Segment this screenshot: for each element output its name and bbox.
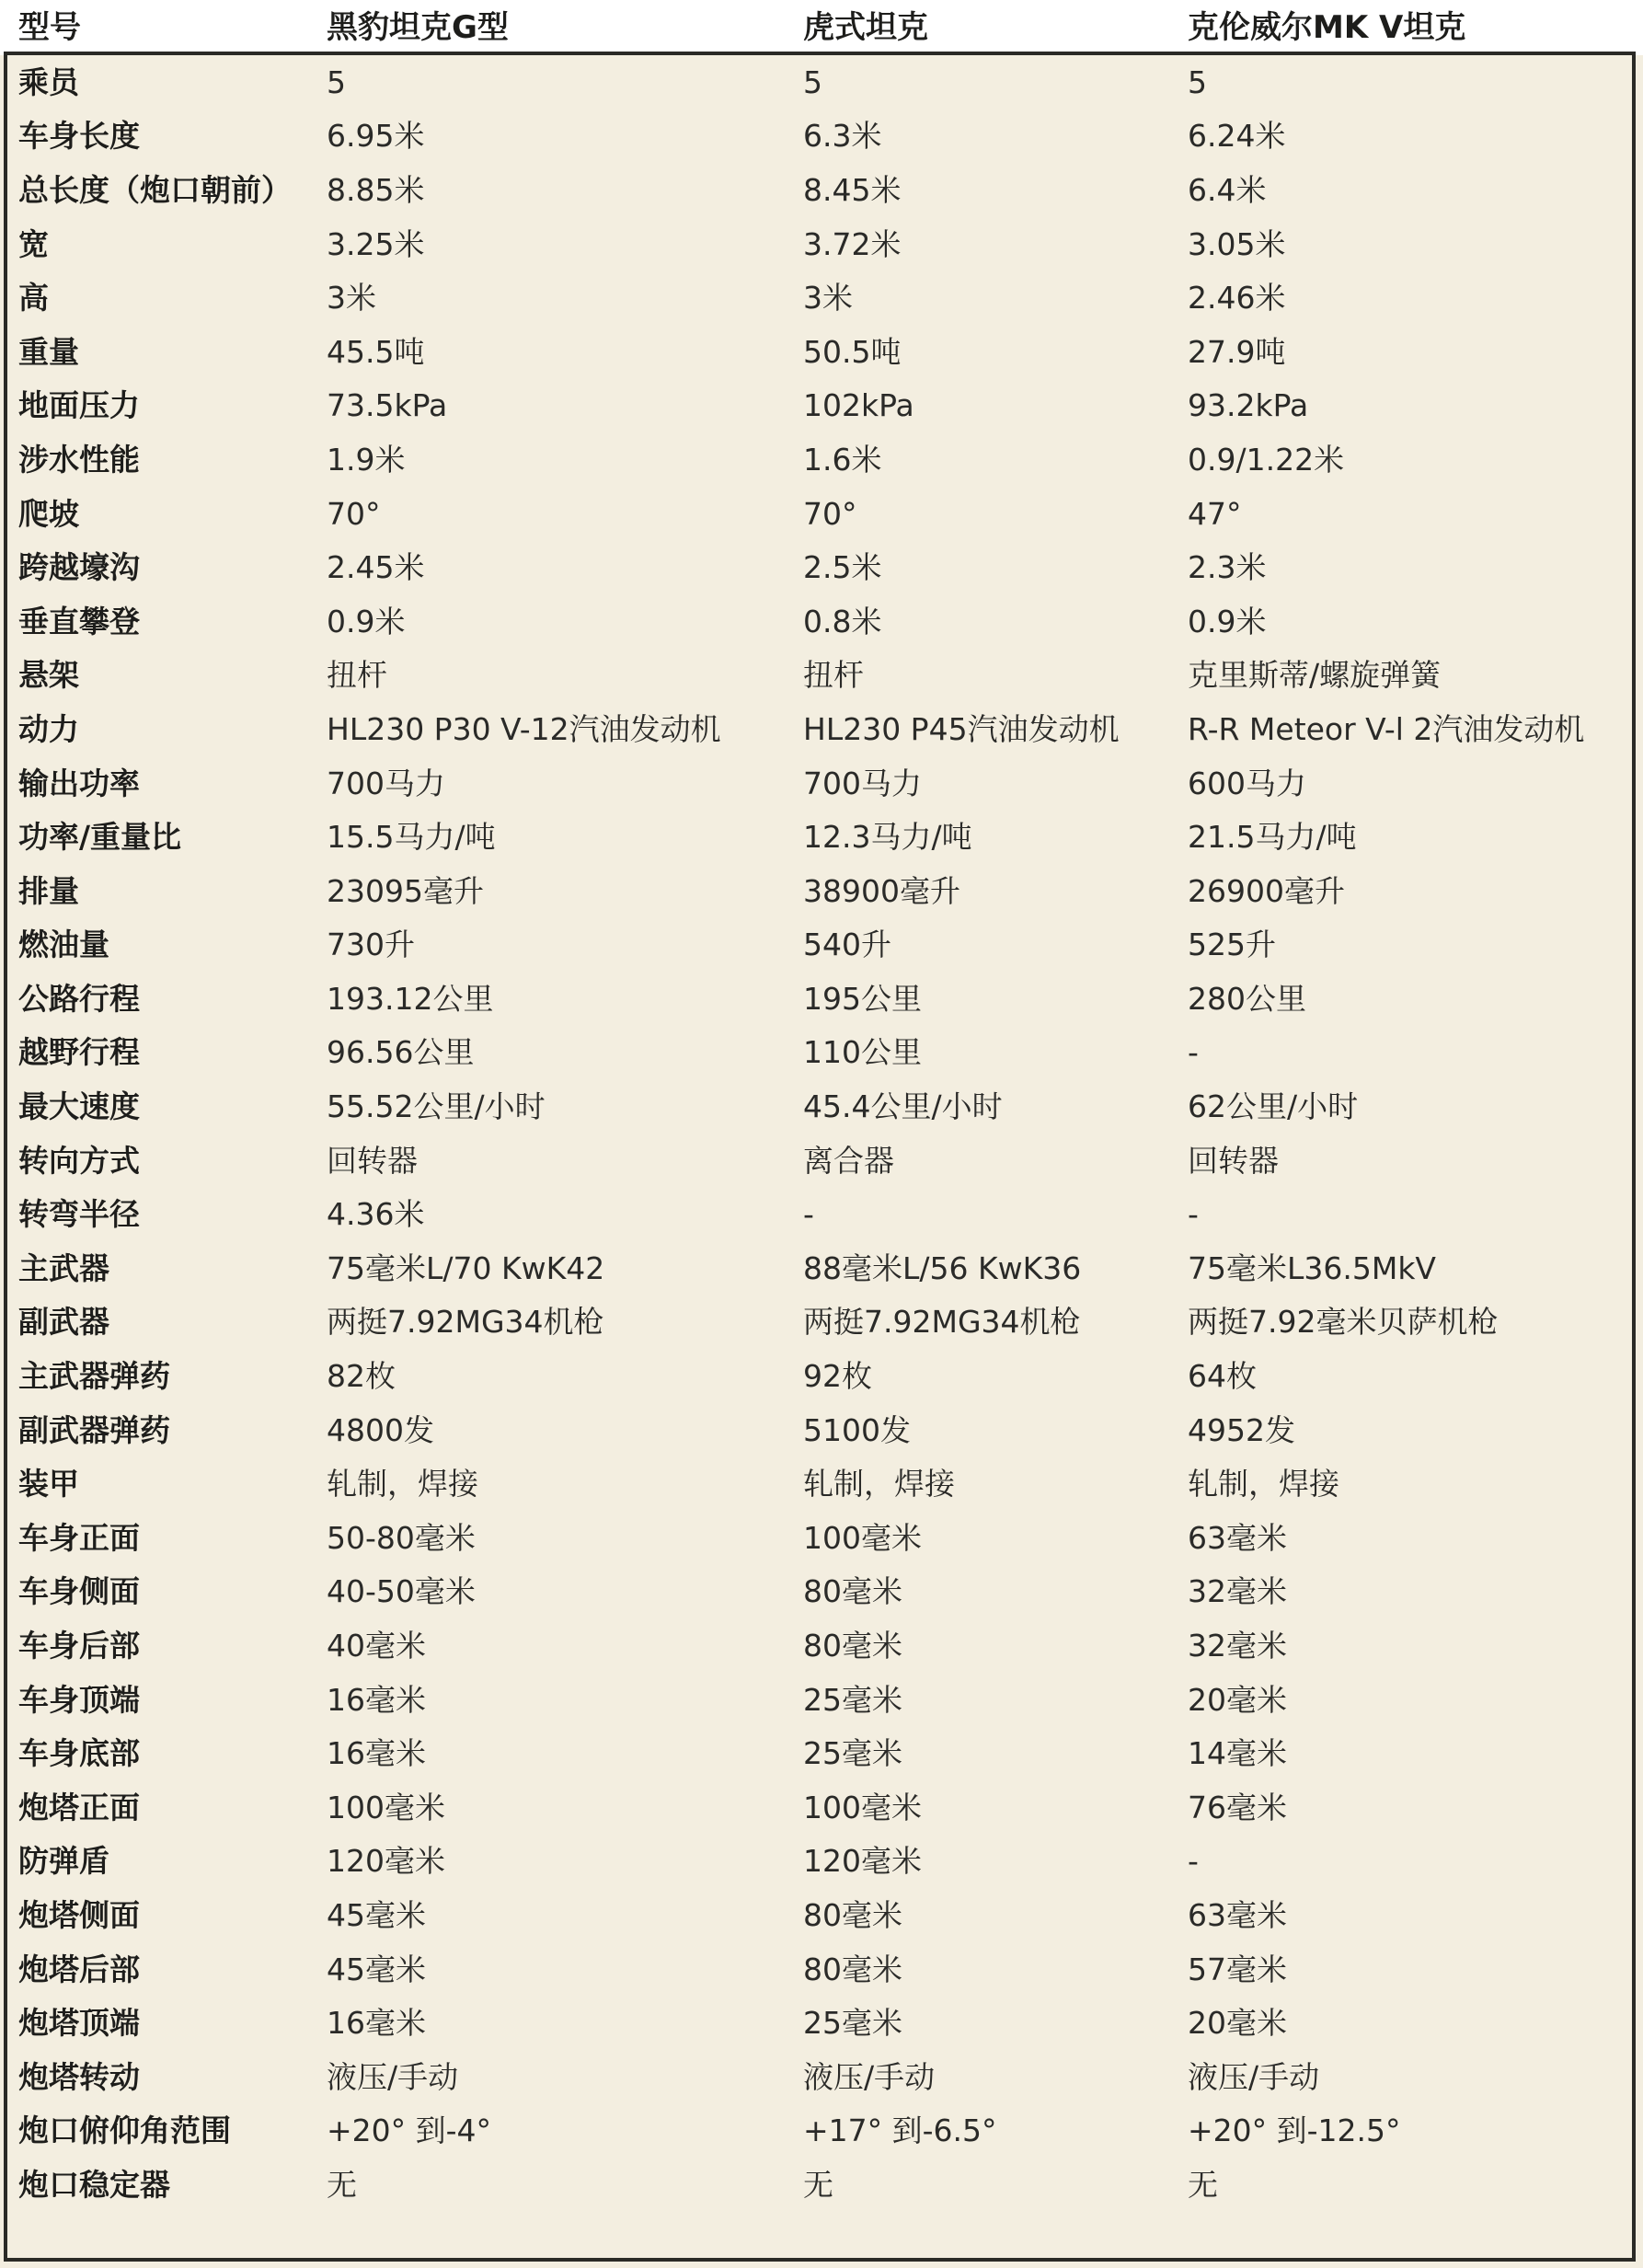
tiger-value: 5100发 <box>803 1411 911 1448</box>
tiger-value: 1.6米 <box>803 441 882 478</box>
panther-g-value: 70° <box>327 495 381 532</box>
panther-g-value: 45毫米 <box>327 1951 426 1987</box>
spec-label: 车身后部 <box>18 1628 140 1664</box>
cromwell-value: 62公里/小时 <box>1188 1088 1359 1125</box>
spec-label: 转弯半径 <box>18 1196 140 1233</box>
spec-label: 转向方式 <box>18 1142 140 1179</box>
table-row <box>0 972 1643 1026</box>
panther-g-value: 55.52公里/小时 <box>327 1088 546 1125</box>
cromwell-value: 64枚 <box>1188 1358 1257 1395</box>
cromwell-value: 600马力 <box>1188 765 1306 801</box>
panther-g-value: 40毫米 <box>327 1628 426 1664</box>
tiger-value: 6.3米 <box>803 118 882 155</box>
panther-g-value: 96.56公里 <box>327 1034 475 1071</box>
spec-label: 副武器 <box>18 1304 109 1341</box>
spec-label: 车身顶端 <box>18 1681 140 1718</box>
panther-g-value: 轧制，焊接 <box>327 1466 478 1502</box>
spec-label: 地面压力 <box>18 387 140 424</box>
table-row <box>0 594 1643 649</box>
table-row <box>0 1835 1643 1889</box>
panther-g-value: 730升 <box>327 927 415 963</box>
panther-g-value: 16毫米 <box>327 1681 426 1718</box>
cromwell-value: 57毫米 <box>1188 1951 1287 1987</box>
cromwell-value: 0.9米 <box>1188 603 1267 639</box>
panther-g-value: 4.36米 <box>327 1196 425 1233</box>
spec-label: 公路行程 <box>18 980 140 1017</box>
spec-label: 炮塔正面 <box>18 1789 140 1825</box>
spec-label: 燃油量 <box>18 927 109 963</box>
header-panther-g: 黑豹坦克G型 <box>327 9 509 46</box>
spec-label: 车身正面 <box>18 1519 140 1556</box>
tiger-value: +17° 到-6.5° <box>803 2113 997 2149</box>
panther-g-value: 3.25米 <box>327 225 425 262</box>
cromwell-value: 液压/手动 <box>1188 2058 1320 2095</box>
cromwell-value: 27.9吨 <box>1188 333 1286 370</box>
spec-label: 动力 <box>18 710 79 747</box>
table-row <box>0 649 1643 703</box>
table-body <box>0 55 1643 2212</box>
panther-g-value: 75毫米L/70 KwK42 <box>327 1249 605 1286</box>
panther-g-value: 两挺7.92MG34机枪 <box>327 1304 604 1341</box>
tiger-value: HL230 P45汽油发动机 <box>803 710 1120 747</box>
panther-g-value: 73.5kPa <box>327 387 448 424</box>
tiger-value: 5 <box>803 63 822 100</box>
tiger-value: 25毫米 <box>803 1735 902 1772</box>
cromwell-value: 两挺7.92毫米贝萨机枪 <box>1188 1304 1499 1341</box>
table-row <box>0 55 1643 109</box>
panther-g-value: 回转器 <box>327 1142 418 1179</box>
tiger-value: 80毫米 <box>803 1628 902 1664</box>
tiger-value: 45.4公里/小时 <box>803 1088 1003 1125</box>
header-tiger: 虎式坦克 <box>803 9 928 46</box>
table-row <box>0 1780 1643 1835</box>
tiger-value: 80毫米 <box>803 1573 902 1610</box>
spec-label: 乘员 <box>18 63 79 100</box>
panther-g-value: 扭杆 <box>327 657 387 694</box>
table-row <box>0 1456 1643 1511</box>
spec-label: 排量 <box>18 872 79 909</box>
cromwell-value: 6.4米 <box>1188 171 1267 208</box>
cromwell-value: - <box>1188 1843 1199 1880</box>
cromwell-value: 63毫米 <box>1188 1519 1287 1556</box>
spec-label: 输出功率 <box>18 765 140 801</box>
spec-label: 跨越壕沟 <box>18 549 140 586</box>
header-model-label: 型号 <box>18 9 81 46</box>
table-row <box>0 1241 1643 1295</box>
cromwell-value: R-R Meteor V-l 2汽油发动机 <box>1188 710 1585 747</box>
tiger-value: 102kPa <box>803 387 914 424</box>
tiger-value: 70° <box>803 495 857 532</box>
panther-g-value: 8.85米 <box>327 171 425 208</box>
spec-label: 装甲 <box>18 1466 79 1502</box>
cromwell-value: 6.24米 <box>1188 118 1286 155</box>
spec-label: 炮口俯仰角范围 <box>18 2113 231 2149</box>
table-row <box>0 217 1643 271</box>
table-row <box>0 2158 1643 2212</box>
table-row <box>0 1403 1643 1457</box>
spec-label: 车身长度 <box>18 118 140 155</box>
spec-label: 爬坡 <box>18 495 79 532</box>
spec-label: 宽 <box>18 225 49 262</box>
table-row <box>0 487 1643 541</box>
spec-label: 炮塔转动 <box>18 2058 140 2095</box>
panther-g-value: 82枚 <box>327 1358 396 1395</box>
tiger-value: 扭杆 <box>803 657 864 694</box>
table-row <box>0 810 1643 864</box>
table-row <box>0 1673 1643 1727</box>
cromwell-value: 5 <box>1188 63 1207 100</box>
spec-label: 垂直攀登 <box>18 603 140 639</box>
panther-g-value: 5 <box>327 63 346 100</box>
cromwell-value: 14毫米 <box>1188 1735 1287 1772</box>
cromwell-value: - <box>1188 1196 1199 1233</box>
panther-g-value: 无 <box>327 2166 357 2203</box>
cromwell-value: 32毫米 <box>1188 1628 1287 1664</box>
panther-g-value: 4800发 <box>327 1411 434 1448</box>
tiger-value: 0.8米 <box>803 603 882 639</box>
tiger-value: 50.5吨 <box>803 333 902 370</box>
table-row <box>0 1726 1643 1780</box>
spec-label: 炮塔侧面 <box>18 1896 140 1933</box>
cromwell-value: 轧制，焊接 <box>1188 1466 1339 1502</box>
spec-label: 主武器 <box>18 1249 109 1286</box>
spec-label: 炮塔后部 <box>18 1951 140 1987</box>
table-row <box>0 702 1643 756</box>
table-row <box>0 1295 1643 1350</box>
panther-g-value: 120毫米 <box>327 1843 445 1880</box>
spec-label: 越野行程 <box>18 1034 140 1071</box>
tiger-value: 3米 <box>803 280 853 317</box>
panther-g-value: 50-80毫米 <box>327 1519 476 1556</box>
table-row <box>0 432 1643 487</box>
panther-g-value: 15.5马力/吨 <box>327 819 496 856</box>
cromwell-value: 无 <box>1188 2166 1218 2203</box>
panther-g-value: 0.9米 <box>327 603 406 639</box>
tiger-value: 92枚 <box>803 1358 872 1395</box>
cromwell-value: 26900毫升 <box>1188 872 1345 909</box>
cromwell-value: 47° <box>1188 495 1242 532</box>
tiger-value: 2.5米 <box>803 549 882 586</box>
cromwell-value: - <box>1188 1034 1199 1071</box>
tiger-value: 3.72米 <box>803 225 902 262</box>
table-row <box>0 864 1643 918</box>
spec-label: 总长度（炮口朝前） <box>18 171 292 208</box>
cromwell-value: 4952发 <box>1188 1411 1295 1448</box>
tiger-value: 12.3马力/吨 <box>803 819 972 856</box>
panther-g-value: 45.5吨 <box>327 333 425 370</box>
cromwell-value: 3.05米 <box>1188 225 1286 262</box>
spec-label: 功率/重量比 <box>18 819 182 856</box>
tiger-value: 80毫米 <box>803 1951 902 1987</box>
table-row <box>0 540 1643 594</box>
cromwell-value: 20毫米 <box>1188 2005 1287 2042</box>
panther-g-value: 45毫米 <box>327 1896 426 1933</box>
tiger-value: 540升 <box>803 927 891 963</box>
cromwell-value: 280公里 <box>1188 980 1306 1017</box>
table-row <box>0 163 1643 217</box>
tiger-value: 25毫米 <box>803 1681 902 1718</box>
panther-g-value: 16毫米 <box>327 1735 426 1772</box>
tiger-value: 195公里 <box>803 980 922 1017</box>
table-header-row <box>0 0 1643 55</box>
panther-g-value: 1.9米 <box>327 441 406 478</box>
table-row <box>0 1618 1643 1673</box>
tiger-value: 88毫米L/56 KwK36 <box>803 1249 1082 1286</box>
table-row <box>0 1996 1643 2050</box>
table-row <box>0 918 1643 973</box>
table-row <box>0 1565 1643 1619</box>
cromwell-value: 93.2kPa <box>1188 387 1309 424</box>
tiger-value: 轧制，焊接 <box>803 1466 955 1502</box>
table-row <box>0 2050 1643 2104</box>
cromwell-value: +20° 到-12.5° <box>1188 2113 1401 2149</box>
table-row <box>0 1349 1643 1403</box>
panther-g-value: 700马力 <box>327 765 445 801</box>
cromwell-value: 克里斯蒂/螺旋弹簧 <box>1188 657 1442 694</box>
tiger-value: 两挺7.92MG34机枪 <box>803 1304 1081 1341</box>
table-row <box>0 109 1643 164</box>
tiger-value: 液压/手动 <box>803 2058 936 2095</box>
spec-label: 悬架 <box>18 657 79 694</box>
panther-g-value: +20° 到-4° <box>327 2113 492 2149</box>
spec-label: 重量 <box>18 333 79 370</box>
panther-g-value: 3米 <box>327 280 376 317</box>
tiger-value: 80毫米 <box>803 1896 902 1933</box>
table-row <box>0 379 1643 433</box>
panther-g-value: 6.95米 <box>327 118 425 155</box>
tiger-value: 离合器 <box>803 1142 894 1179</box>
panther-g-value: 23095毫升 <box>327 872 484 909</box>
spec-label: 炮塔顶端 <box>18 2005 140 2042</box>
tiger-value: 120毫米 <box>803 1843 922 1880</box>
spec-label: 车身底部 <box>18 1735 140 1772</box>
spec-label: 高 <box>18 280 49 317</box>
panther-g-value: 40-50毫米 <box>327 1573 476 1610</box>
cromwell-value: 525升 <box>1188 927 1276 963</box>
cromwell-value: 2.3米 <box>1188 549 1267 586</box>
cromwell-value: 20毫米 <box>1188 1681 1287 1718</box>
spec-label: 防弹盾 <box>18 1843 109 1880</box>
tiger-value: 8.45米 <box>803 171 902 208</box>
tiger-value: 100毫米 <box>803 1789 922 1825</box>
panther-g-value: 2.45米 <box>327 549 425 586</box>
table-row <box>0 1134 1643 1188</box>
tiger-value: 110公里 <box>803 1034 922 1071</box>
table-row <box>0 1026 1643 1080</box>
spec-label: 车身侧面 <box>18 1573 140 1610</box>
spec-label: 涉水性能 <box>18 441 140 478</box>
table-row <box>0 2104 1643 2159</box>
tiger-value: 100毫米 <box>803 1519 922 1556</box>
table-row <box>0 1187 1643 1241</box>
tiger-value: 无 <box>803 2166 833 2203</box>
spec-label: 最大速度 <box>18 1088 140 1125</box>
cromwell-value: 回转器 <box>1188 1142 1279 1179</box>
table-row <box>0 756 1643 811</box>
tiger-value: 38900毫升 <box>803 872 960 909</box>
panther-g-value: 16毫米 <box>327 2005 426 2042</box>
panther-g-value: 100毫米 <box>327 1789 445 1825</box>
table-row <box>0 1511 1643 1565</box>
cromwell-value: 63毫米 <box>1188 1896 1287 1933</box>
tiger-value: 700马力 <box>803 765 922 801</box>
panther-g-value: 液压/手动 <box>327 2058 459 2095</box>
cromwell-value: 21.5马力/吨 <box>1188 819 1357 856</box>
table-row <box>0 271 1643 325</box>
panther-g-value: HL230 P30 V-12汽油发动机 <box>327 710 721 747</box>
table-row <box>0 1888 1643 1942</box>
table-row <box>0 1079 1643 1134</box>
tiger-value: 25毫米 <box>803 2005 902 2042</box>
table-row <box>0 325 1643 379</box>
header-cromwell: 克伦威尔MK Ⅴ坦克 <box>1188 9 1466 46</box>
cromwell-value: 2.46米 <box>1188 280 1286 317</box>
spec-label: 副武器弹药 <box>18 1411 170 1448</box>
cromwell-value: 76毫米 <box>1188 1789 1287 1825</box>
cromwell-value: 32毫米 <box>1188 1573 1287 1610</box>
spec-label: 炮口稳定器 <box>18 2166 170 2203</box>
cromwell-value: 0.9/1.22米 <box>1188 441 1345 478</box>
spec-label: 主武器弹药 <box>18 1358 170 1395</box>
panther-g-value: 193.12公里 <box>327 980 494 1017</box>
table-row <box>0 1942 1643 1997</box>
tiger-value: - <box>803 1196 814 1233</box>
cromwell-value: 75毫米L36.5MkV <box>1188 1249 1437 1286</box>
